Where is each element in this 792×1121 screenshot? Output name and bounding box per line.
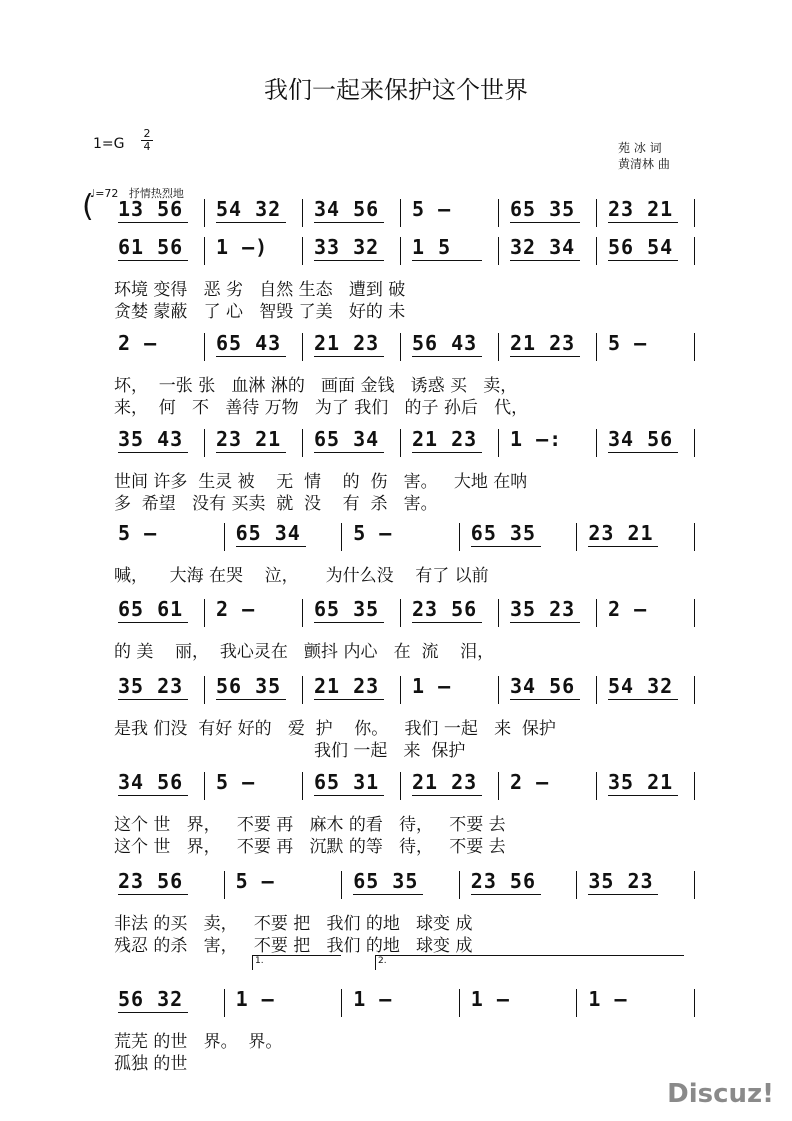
measure: 21 23 [510, 331, 576, 355]
bar-line [224, 871, 225, 899]
measure: 5 – [412, 197, 452, 221]
bar-line [302, 599, 303, 627]
bar-line [459, 989, 460, 1017]
bar-line [498, 237, 499, 265]
beam-underline [471, 546, 541, 547]
measure: 56 54 [608, 235, 674, 259]
volta-2: 2. [375, 955, 684, 970]
watermark: Discuz! [667, 1079, 774, 1109]
bar-line [400, 429, 401, 457]
measure: 23 56 [118, 869, 184, 893]
song-title: 我们一起来保护这个世界 [264, 76, 528, 104]
measure: 35 21 [608, 770, 674, 794]
beam-underline [412, 452, 482, 453]
lyric-line: 多 希望 没有 买卖 就 没 有 杀 害。 [114, 494, 438, 514]
bar-line [400, 237, 401, 265]
bar-line [694, 989, 695, 1017]
measure: 2 – [608, 597, 648, 621]
measure: 23 21 [608, 197, 674, 221]
beam-underline [588, 894, 658, 895]
bar-line [302, 676, 303, 704]
measure: 21 23 [314, 674, 380, 698]
measure: 5 – [235, 869, 275, 893]
bar-line [694, 333, 695, 361]
measure: 56 43 [412, 331, 478, 355]
lyric-line: 荒芜 的世 界。 界。 [114, 1032, 283, 1052]
beam-underline [608, 452, 678, 453]
volta-1: 1. [252, 955, 341, 970]
bar-line [694, 237, 695, 265]
measure: 54 32 [216, 197, 282, 221]
beam-underline [118, 260, 188, 261]
bar-line [694, 523, 695, 551]
measure: 65 34 [235, 521, 301, 545]
bar-line [596, 772, 597, 800]
measure: 65 31 [314, 770, 380, 794]
bar-line [576, 523, 577, 551]
measure: 56 32 [118, 987, 184, 1011]
measure: 23 21 [588, 521, 654, 545]
measure: 35 23 [118, 674, 184, 698]
measure: 5 – [118, 521, 158, 545]
beam-underline [118, 452, 188, 453]
intro-bracket: ( [82, 189, 94, 224]
bar-line [204, 772, 205, 800]
measure: 65 34 [314, 427, 380, 451]
measure: 61 56 [118, 235, 184, 259]
beam-underline [588, 546, 658, 547]
measure: 13 56 [118, 197, 184, 221]
lyric-line: 坏， 一张 张 血淋 淋的 画面 金钱 诱惑 买 卖， [114, 376, 518, 396]
bar-line [498, 772, 499, 800]
lyric-line: 贪婪 蒙蔽 了 心 智毁 了美 好的 未 [114, 302, 406, 322]
bar-line [341, 871, 342, 899]
bar-line [400, 599, 401, 627]
beam-underline [314, 699, 384, 700]
bar-line [498, 429, 499, 457]
bar-line [596, 199, 597, 227]
beam-underline [608, 795, 678, 796]
beam-underline [412, 260, 482, 261]
bar-line [498, 676, 499, 704]
beam-underline [510, 356, 580, 357]
beam-underline [216, 222, 286, 223]
measure: 65 61 [118, 597, 184, 621]
bar-line [694, 772, 695, 800]
lyricist-credit: 苑 冰 词 [618, 141, 662, 155]
bar-line [596, 429, 597, 457]
lyric-line: 环境 变得 恶 劣 自然 生态 遭到 破 [114, 280, 406, 300]
beam-underline [314, 260, 384, 261]
beam-underline [314, 622, 384, 623]
bar-line [596, 599, 597, 627]
measure: 1 –: [510, 427, 563, 451]
measure: 21 23 [412, 427, 478, 451]
measure: 1 – [235, 987, 275, 1011]
measure: 23 56 [470, 869, 537, 893]
measure: 1 – [412, 674, 452, 698]
beam-underline [314, 222, 384, 223]
bar-line [400, 676, 401, 704]
measure: 1 5 [412, 235, 452, 259]
measure: 32 34 [510, 235, 576, 259]
measure: 1 –) [216, 235, 269, 259]
beam-underline [353, 894, 423, 895]
bar-line [400, 199, 401, 227]
bar-line [204, 333, 205, 361]
bar-line [224, 523, 225, 551]
lyric-line: 的 美 丽， 我心灵在 颤抖 内心 在 流 泪， [114, 642, 495, 662]
measure: 2 – [510, 770, 550, 794]
measure: 65 35 [314, 597, 380, 621]
beam-underline [412, 356, 482, 357]
measure: 34 56 [608, 427, 674, 451]
measure: 5 – [216, 770, 256, 794]
beam-underline [510, 260, 580, 261]
bar-line [302, 772, 303, 800]
bar-line [498, 199, 499, 227]
measure: 65 35 [510, 197, 576, 221]
measure: 65 35 [353, 869, 419, 893]
bar-line [694, 871, 695, 899]
lyric-line: 孤独 的世 [114, 1054, 188, 1074]
measure: 35 43 [118, 427, 184, 451]
bar-line [694, 676, 695, 704]
bar-line [576, 989, 577, 1017]
bar-line [400, 772, 401, 800]
measure: 5 – [608, 331, 648, 355]
beam-underline [216, 452, 286, 453]
bar-line [459, 871, 460, 899]
measure: 21 23 [412, 770, 478, 794]
measure: 21 23 [314, 331, 380, 355]
beam-underline [118, 222, 188, 223]
lyric-line: 来， 何 不 善待 万物 为了 我们 的子 孙后 代， [114, 398, 529, 418]
bar-line [694, 429, 695, 457]
beam-underline [118, 699, 188, 700]
bar-line [596, 237, 597, 265]
time-top: 2 [143, 127, 151, 140]
measure: 23 21 [216, 427, 282, 451]
measure: 23 56 [412, 597, 478, 621]
expression-marking: 抒情热烈地 [128, 187, 184, 200]
time-signature [141, 128, 153, 153]
bar-line [224, 989, 225, 1017]
bar-line [204, 676, 205, 704]
lyric-line: 残忍 的杀 害， 不要 把 我们 的地 球变 成 [114, 936, 473, 956]
measure: 65 35 [470, 521, 537, 545]
measure: 34 56 [314, 197, 380, 221]
beam-underline [118, 894, 188, 895]
measure: 5 – [353, 521, 393, 545]
measure: 1 – [470, 987, 510, 1011]
bar-line [204, 599, 205, 627]
beam-underline [510, 222, 580, 223]
key-signature: 1=G [93, 136, 125, 152]
composer-credit: 黄清林 曲 [618, 157, 670, 171]
beam-underline [608, 699, 678, 700]
bar-line [694, 599, 695, 627]
measure: 65 43 [216, 331, 282, 355]
measure: 34 56 [510, 674, 576, 698]
beam-underline [471, 894, 541, 895]
bar-line [204, 199, 205, 227]
beam-underline [314, 795, 384, 796]
bar-line [302, 199, 303, 227]
lyric-line: 这个 世 界， 不要 再 沉默 的等 待， 不要 去 [114, 837, 506, 857]
measure: 35 23 [510, 597, 576, 621]
lyric-line: 喊， 大海 在哭 泣， 为什么没 有了 以前 [114, 566, 489, 586]
beam-underline [118, 1012, 188, 1013]
beam-underline [510, 622, 580, 623]
bar-line [341, 523, 342, 551]
measure: 54 32 [608, 674, 674, 698]
beam-underline [608, 222, 678, 223]
bar-line [302, 333, 303, 361]
lyric-line: 是我 们没 有好 好的 爱 护 你。 我们 一起 来 保护 [114, 719, 556, 739]
beam-underline [412, 795, 482, 796]
bar-line [302, 429, 303, 457]
beam-underline [608, 260, 678, 261]
beam-underline [216, 356, 286, 357]
bar-line [498, 333, 499, 361]
bar-line [596, 676, 597, 704]
lyric-line: 世间 许多 生灵 被 无 情 的 伤 害。 大地 在呐 [114, 472, 528, 492]
tempo-value: ♩=72 [90, 187, 119, 200]
bar-line [694, 199, 695, 227]
measure: 1 – [353, 987, 393, 1011]
bar-line [400, 333, 401, 361]
beam-underline [216, 699, 286, 700]
measure: 2 – [216, 597, 256, 621]
lyric-line: 我们 一起 来 保护 [114, 741, 466, 761]
beam-underline [510, 699, 580, 700]
time-bottom: 4 [143, 140, 151, 153]
measure: 34 56 [118, 770, 184, 794]
measure: 33 32 [314, 235, 380, 259]
bar-line [341, 989, 342, 1017]
beam-underline [236, 546, 306, 547]
bar-line [596, 333, 597, 361]
bar-line [576, 871, 577, 899]
measure: 56 35 [216, 674, 282, 698]
lyric-line: 非法 的买 卖， 不要 把 我们 的地 球变 成 [114, 914, 473, 934]
beam-underline [314, 356, 384, 357]
beam-underline [314, 452, 384, 453]
measure: 35 23 [588, 869, 654, 893]
measure: 2 – [118, 331, 158, 355]
bar-line [204, 429, 205, 457]
bar-line [459, 523, 460, 551]
beam-underline [412, 622, 482, 623]
bar-line [302, 237, 303, 265]
beam-underline [118, 622, 188, 623]
bar-line [204, 237, 205, 265]
beam-underline [118, 795, 188, 796]
lyric-line: 这个 世 界， 不要 再 麻木 的看 待， 不要 去 [114, 815, 506, 835]
bar-line [498, 599, 499, 627]
measure: 1 – [588, 987, 628, 1011]
